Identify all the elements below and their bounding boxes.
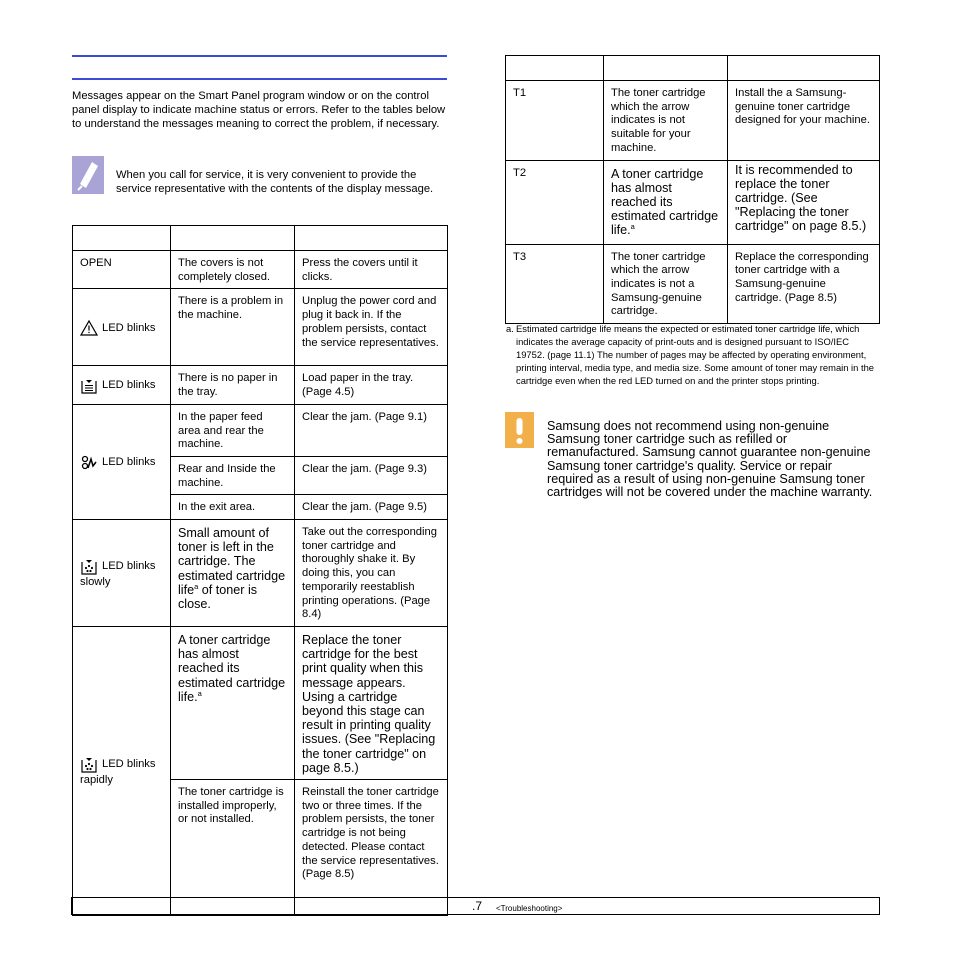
- led-label: LED blinks: [102, 321, 156, 334]
- status-cell: [73, 366, 171, 404]
- status-cell: [73, 626, 171, 915]
- status-cell: OPEN: [73, 251, 171, 289]
- table-row: [73, 626, 448, 779]
- code-cell: T1: [506, 81, 604, 161]
- warning-text: Samsung does not recommend using non-genuine Samsung toner cartridge such as refilled or remanufactured. Samsung cannot guarantee non-genuine Samsung toner cartridge's quality. Service or repair required as a result of using non-genuine Samsung toner cartridges will not be covered under the machine warranty.: [547, 419, 873, 500]
- solution-cell: Clear the jam. (Page 9.3): [295, 456, 448, 494]
- header-cell: [295, 226, 448, 251]
- solution-cell: Clear the jam. (Page 9.1): [295, 404, 448, 456]
- led-label: LED blinks: [102, 758, 156, 771]
- meaning-cell: In the paper feed area and rear the machine.: [171, 404, 295, 456]
- solution-cell: Unplug the power cord and plug it back in. If the problem persists, contact the service representatives.: [295, 289, 448, 366]
- intro-paragraph: Messages appear on the Smart Panel program window or on the control panel display to indicate machine status or errors. Refer to the tables below to understand the messages meaning to correct the problem, if necessary.: [72, 90, 446, 130]
- solution-cell: Reinstall the toner cartridge two or three times. If the problem persists, the toner cartridge is not being detected. Please contact the service representatives. (Page 8.5): [295, 779, 448, 915]
- code-cell: T3: [506, 244, 604, 324]
- status-cell: [73, 520, 171, 627]
- footnote-label: a.: [506, 323, 514, 334]
- meaning-cell: A toner cartridge has almost reached its estimated cartridge life.$^a$: [604, 160, 728, 244]
- section-name: <Troubleshooting>: [496, 904, 563, 913]
- table-row: [73, 520, 448, 627]
- table-row: [506, 244, 880, 324]
- meaning-cell: Small amount of toner is left in the cartridge. The estimated cartridge life$^a$ of toner is close.: [171, 520, 295, 627]
- meaning-cell: There is no paper in the tray.: [171, 366, 295, 404]
- header-cell: [73, 226, 171, 251]
- toner-icon: [80, 756, 98, 774]
- warning-icon: [505, 412, 534, 448]
- led-label: LED blinks: [102, 560, 156, 573]
- header-cell: [506, 56, 604, 81]
- solution-cell: Install the a Samsung-genuine toner cartridge designed for your machine.: [728, 81, 880, 161]
- table-row: [506, 160, 880, 244]
- meaning-cell: The toner cartridge is installed improperly, or not installed.: [171, 779, 295, 915]
- table-row: [73, 289, 448, 366]
- table-row: [73, 366, 448, 404]
- warning-triangle-icon: [80, 319, 98, 337]
- header-cell: [171, 226, 295, 251]
- paper-tray-icon: [80, 377, 98, 395]
- meaning-cell: There is a problem in the machine.: [171, 289, 295, 366]
- solution-cell: Clear the jam. (Page 9.5): [295, 495, 448, 520]
- solution-cell: Take out the corresponding toner cartridge and thoroughly shake it. By doing this, you can temporarily reestablish printing operations. (Page 8.4): [295, 520, 448, 627]
- table-row: [73, 251, 448, 289]
- led-label-suffix: rapidly: [80, 774, 113, 787]
- header-cell: [604, 56, 728, 81]
- table-header-row: [73, 226, 448, 251]
- section-title-rule-bottom: [72, 78, 447, 80]
- status-cell: [73, 289, 171, 366]
- toner-icon: [80, 558, 98, 576]
- footnote-text: Estimated cartridge life means the expected or estimated toner cartridge life, which indicates the average capacity of print-outs and is designed pursuant to ISO/IEC 19752. (page 11.1) The number of pages may be affected by operating environment, printing interval, media type, and media size. Some amount of toner may remain in the cartridge even when the red LED turned on and the printer stops printing.: [516, 323, 874, 386]
- code-cell: T2: [506, 160, 604, 244]
- meaning-cell: A toner cartridge has almost reached its estimated cartridge life.$^a$: [171, 626, 295, 779]
- solution-cell: Press the covers until it clicks.: [295, 251, 448, 289]
- right-toner-table: [505, 55, 880, 324]
- led-label: LED blinks: [102, 456, 156, 469]
- meaning-cell: The covers is not completely closed.: [171, 251, 295, 289]
- note-icon: [72, 156, 104, 194]
- led-label-suffix: slowly: [80, 576, 111, 589]
- footnote: [506, 322, 880, 387]
- solution-cell: Replace the toner cartridge for the best print quality when this message appears. Using a cartridge beyond this stage can result in printing quality issues. (See "Replacing the toner cartridge" on page 8.5.): [295, 626, 448, 779]
- note-text: When you call for service, it is very convenient to provide the service representative with the contents of the display message.: [116, 169, 434, 195]
- table-header-row: [506, 56, 880, 81]
- solution-cell: Load paper in the tray. (Page 4.5): [295, 366, 448, 404]
- solution-cell: Replace the corresponding toner cartridge with a Samsung-genuine cartridge. (Page 8.5): [728, 244, 880, 324]
- solution-cell: It is recommended to replace the toner cartridge. (See "Replacing the toner cartridge" on page 8.5.): [728, 160, 880, 244]
- led-label: LED blinks: [102, 379, 156, 392]
- section-title-rule-top: [72, 55, 447, 57]
- left-status-table: [72, 225, 448, 916]
- status-cell: [73, 404, 171, 519]
- meaning-cell: The toner cartridge which the arrow indicates is not suitable for your machine.: [604, 81, 728, 161]
- header-cell: [728, 56, 880, 81]
- paper-jam-icon: [80, 454, 98, 472]
- meaning-cell: In the exit area.: [171, 495, 295, 520]
- page-number: .7: [472, 899, 483, 913]
- meaning-cell: Rear and Inside the machine.: [171, 456, 295, 494]
- table-row: [73, 404, 448, 456]
- table-row: [506, 81, 880, 161]
- meaning-cell: The toner cartridge which the arrow indicates is not a Samsung-genuine cartridge.: [604, 244, 728, 324]
